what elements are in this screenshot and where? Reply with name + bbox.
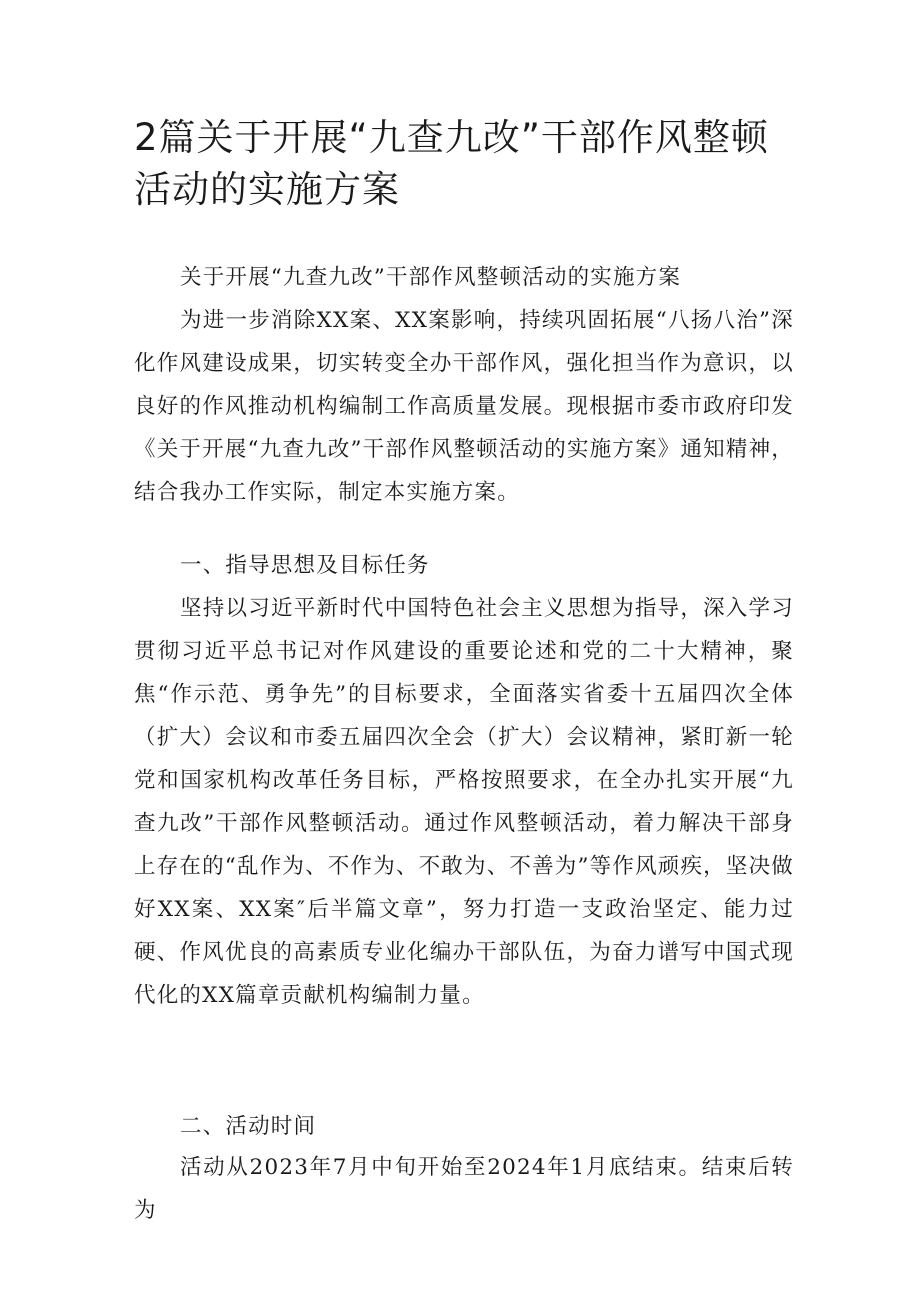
- section-heading-guiding-thought: 一、指导思想及目标任务: [180, 553, 430, 578]
- section-heading-activity-time: 二、活动时间: [180, 1114, 317, 1139]
- section-paragraph-guiding-thought: 坚持以习近平新时代中国特色社会主义思想为指导，深入学习贯彻习近平总书记对作风建设的重要论述和党的二十大精神，聚焦“作示范、勇争先”的目标要求，全面落实省委十五届四次全体（扩大）会议和市委五届四次全会（扩大）会议精神，紧盯新一轮党和国家机构改革任务目标，严格按照要求，在全办扎实开展“九查九改”干部作风整顿活动。通过作风整顿活动，着力解决干部身上存在的“乱作为、不作为、不敢为、不善为”等作风顽疾，坚决做好XX案、XX案″后半篇文章”，努力打造一支政治坚定、能力过硬、作风优良的高素质专业化编办干部队伍，为奋力谱写中国式现代化的XX篇章贡献机构编制力量。: [134, 596, 794, 1008]
- intro-paragraph: 为进一步消除XX案、XX案影响，持续巩固拓展“八扬八治”深化作风建设成果，切实转变全办干部作风，强化担当作为意识，以良好的作风推动机构编制工作高质量发展。现根据市委市政府印发《关于开展“九查九改”干部作风整顿活动的实施方案》通知精神，结合我办工作实际，制定本实施方案。: [134, 308, 794, 505]
- document-title: 2篇关于开展“九查九改”干部作风整顿活动的实施方案: [134, 116, 769, 211]
- document-subtitle: 关于开展“九查九改”干部作风整顿活动的实施方案: [180, 265, 682, 290]
- section-paragraph-activity-time: 活动从2023年7月中旬开始至2024年1月底结束。结束后转为: [134, 1155, 794, 1223]
